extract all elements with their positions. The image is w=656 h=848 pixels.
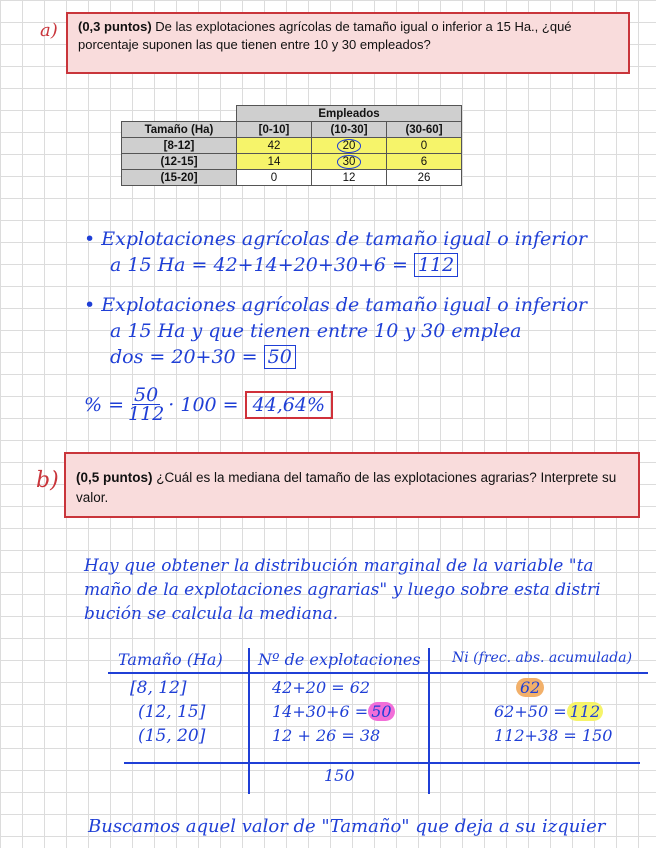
table-row	[122, 154, 462, 170]
row-label: (15-20]	[122, 170, 237, 186]
question-a-box	[66, 12, 630, 74]
table2-col2-header: Nº de explotaciones	[258, 650, 421, 669]
percentage-result: 44,64%	[245, 391, 333, 419]
table2-cum-1: 62	[516, 678, 544, 697]
bullet2-line2: a 15 Ha y que tienen entre 10 y 30 emplea	[110, 320, 522, 342]
question-a-letter: a)	[40, 20, 58, 41]
bullet2-line3: dos = 20+30 = 50	[110, 346, 296, 368]
table-cell: 30	[312, 154, 387, 170]
bullet2-result: 50	[264, 345, 296, 369]
table2-total: 150	[324, 766, 355, 785]
size-header: Tamaño (Ha)	[122, 122, 237, 138]
notes-b-line2: maño de la explotaciones agrarias" y luego sobre esta distri	[84, 580, 601, 600]
notes-b-line3: bución se calcula la mediana.	[84, 604, 339, 624]
table-row	[122, 138, 462, 154]
table2-cum-3: 112+38 = 150	[494, 726, 613, 745]
col-header: [0-10]	[237, 122, 312, 138]
question-b-letter: b)	[36, 468, 59, 493]
table2-size-2: (12, 15]	[138, 702, 206, 722]
notes-b-line1: Hay que obtener la distribución marginal de la variable "ta	[84, 556, 594, 576]
row-label: [8-12]	[122, 138, 237, 154]
table2-size-1: [8, 12]	[130, 678, 187, 698]
question-b-text: ¿Cuál es la mediana del tamaño de las explotaciones agrarias? Interprete su valor.	[76, 470, 617, 505]
question-a-text: De las explotaciones agrícolas de tamaño igual o inferior a 15 Ha., ¿qué porcentaje suponen las que tienen entre 10 y 30 empleados?	[78, 19, 572, 52]
table2-count-1: 42+20 = 62	[272, 678, 371, 697]
employees-header: Empleados	[237, 106, 462, 122]
table-cell: 42	[237, 138, 312, 154]
bullet1-line1: • Explotaciones agrícolas de tamaño igual o inferior	[84, 228, 587, 250]
table2-count-2: 14+30+6 = 50	[272, 702, 395, 721]
table-cell: 0	[387, 138, 462, 154]
col-header: (10-30]	[312, 122, 387, 138]
row-label: (12-15]	[122, 154, 237, 170]
table-cell: 12	[312, 170, 387, 186]
question-b-points: (0,5 puntos)	[76, 470, 153, 485]
table2-count-3: 12 + 26 = 38	[272, 726, 381, 745]
percentage-formula: % = $\frac{50}{112}$ · 100 = 44,64%	[84, 386, 333, 423]
table-cell: 0	[237, 170, 312, 186]
table2-bottom-line	[124, 762, 640, 764]
table-cell: 14	[237, 154, 312, 170]
bullet2-line1: • Explotaciones agrícolas de tamaño igual o inferior	[84, 294, 587, 316]
table-cell: 20	[312, 138, 387, 154]
col-header: (30-60]	[387, 122, 462, 138]
table2-vline-2	[428, 648, 430, 794]
table2-size-3: (15, 20]	[138, 726, 206, 746]
table-cell: 6	[387, 154, 462, 170]
table2-col3-header: Ni (frec. abs. acumulada)	[452, 650, 633, 666]
table-row	[122, 170, 462, 186]
table2-vline-1	[248, 648, 250, 794]
table2-header-line	[108, 672, 648, 674]
question-b-box	[64, 452, 640, 518]
table-cell: 26	[387, 170, 462, 186]
bullet1-line2: a 15 Ha = 42+14+20+30+6 = 112	[110, 254, 458, 276]
question-a-points: (0,3 puntos)	[78, 19, 152, 34]
footer-line: Buscamos aquel valor de "Tamaño" que deja a su izquier	[88, 816, 606, 837]
table2-cum-2: 62+50 = 112	[494, 702, 603, 721]
bullet1-result: 112	[414, 253, 458, 277]
employees-table	[121, 105, 462, 186]
table2-col1-header: Tamaño (Ha)	[118, 650, 223, 669]
